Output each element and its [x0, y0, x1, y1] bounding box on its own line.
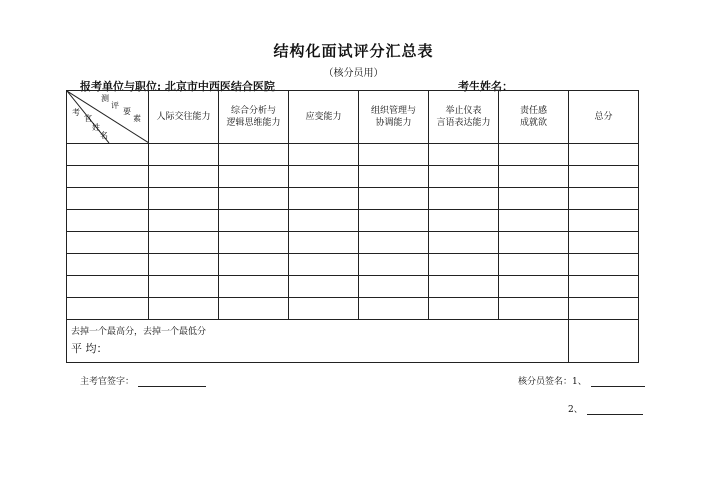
score-cell[interactable] — [149, 188, 219, 210]
total-cell[interactable] — [569, 254, 639, 276]
total-cell[interactable] — [569, 276, 639, 298]
score-cell[interactable] — [289, 232, 359, 254]
average-row — [67, 320, 639, 363]
corner-top-char-4: 素 — [133, 114, 141, 123]
score-cell[interactable] — [429, 298, 499, 320]
score-cell[interactable] — [359, 144, 429, 166]
corner-left-char-1: 考 — [72, 108, 80, 117]
header-total-score: 总分 — [569, 91, 639, 144]
score-cell[interactable] — [149, 144, 219, 166]
chief-examiner-label: 主考官签字： — [80, 377, 135, 387]
score-cell[interactable] — [219, 254, 289, 276]
table-row — [67, 276, 639, 298]
checker-signature-line-1[interactable] — [591, 376, 645, 387]
score-cell[interactable] — [219, 188, 289, 210]
unit-position-label: 报考单位与职位: 北京市中西医结合医院 — [80, 80, 275, 93]
table-row — [67, 298, 639, 320]
header-adaptability: 应变能力 — [289, 91, 359, 144]
score-cell[interactable] — [219, 298, 289, 320]
score-cell[interactable] — [359, 210, 429, 232]
score-cell[interactable] — [219, 276, 289, 298]
score-cell[interactable] — [219, 232, 289, 254]
score-cell[interactable] — [289, 254, 359, 276]
drop-high-low-note: 去掉一个最高分，去掉一个最低分 — [71, 327, 207, 337]
total-cell[interactable] — [569, 210, 639, 232]
total-cell[interactable] — [569, 144, 639, 166]
checker-signature-1 — [518, 374, 645, 387]
score-cell[interactable] — [429, 188, 499, 210]
examiner-name-cell[interactable] — [67, 188, 149, 210]
score-cell[interactable] — [499, 210, 569, 232]
chief-examiner-signature — [80, 374, 206, 387]
total-cell[interactable] — [569, 188, 639, 210]
score-cell[interactable] — [429, 166, 499, 188]
table-row — [67, 232, 639, 254]
average-label: 平 均： — [71, 342, 108, 355]
checker-label-1: 核分员签名：1、 — [518, 377, 587, 387]
table-row — [67, 166, 639, 188]
total-cell[interactable] — [569, 298, 639, 320]
score-cell[interactable] — [359, 188, 429, 210]
score-cell[interactable] — [499, 144, 569, 166]
page-subtitle: （核分员用） — [323, 68, 384, 79]
score-cell[interactable] — [429, 144, 499, 166]
score-cell[interactable] — [219, 166, 289, 188]
score-cell[interactable] — [149, 276, 219, 298]
score-cell[interactable] — [429, 254, 499, 276]
corner-left-char-2: 官 — [84, 114, 92, 123]
score-cell[interactable] — [289, 144, 359, 166]
score-cell[interactable] — [499, 188, 569, 210]
table-row — [67, 254, 639, 276]
corner-top-char-3: 要 — [123, 107, 131, 116]
corner-left-char-3: 姓 — [92, 123, 100, 132]
score-cell[interactable] — [289, 298, 359, 320]
score-cell[interactable] — [499, 166, 569, 188]
average-value-cell[interactable] — [569, 320, 639, 363]
score-cell[interactable] — [499, 232, 569, 254]
examiner-name-cell[interactable] — [67, 166, 149, 188]
score-cell[interactable] — [359, 232, 429, 254]
score-cell[interactable] — [219, 144, 289, 166]
score-summary-table — [66, 90, 639, 363]
table-row — [67, 188, 639, 210]
score-cell[interactable] — [359, 298, 429, 320]
diagonal-corner-cell — [67, 91, 149, 144]
score-cell[interactable] — [149, 210, 219, 232]
score-cell[interactable] — [499, 254, 569, 276]
score-cell[interactable] — [149, 254, 219, 276]
table-header-row — [67, 91, 639, 144]
checker-label-2: 2、 — [568, 405, 583, 415]
score-cell[interactable] — [289, 166, 359, 188]
score-cell[interactable] — [149, 298, 219, 320]
score-cell[interactable] — [149, 166, 219, 188]
header-demeanor-expression: 举止仪表 言语表达能力 — [429, 91, 499, 144]
header-analysis-logic: 综合分析与 逻辑思维能力 — [219, 91, 289, 144]
table-row — [67, 210, 639, 232]
score-cell[interactable] — [499, 276, 569, 298]
examiner-name-cell[interactable] — [67, 298, 149, 320]
header-interpersonal: 人际交往能力 — [149, 91, 219, 144]
score-cell[interactable] — [289, 276, 359, 298]
table-row — [67, 144, 639, 166]
examiner-name-cell[interactable] — [67, 210, 149, 232]
examiner-name-cell[interactable] — [67, 232, 149, 254]
score-cell[interactable] — [359, 166, 429, 188]
checker-signature-line-2[interactable] — [587, 404, 643, 415]
average-note-cell — [67, 320, 569, 363]
candidate-name-label: 考生姓名： — [458, 80, 513, 93]
chief-examiner-signature-line[interactable] — [138, 376, 206, 387]
score-cell[interactable] — [289, 210, 359, 232]
corner-left-char-4: 名 — [100, 131, 108, 140]
score-cell[interactable] — [359, 276, 429, 298]
score-cell[interactable] — [149, 232, 219, 254]
score-cell[interactable] — [359, 254, 429, 276]
header-organization: 组织管理与 协调能力 — [359, 91, 429, 144]
examiner-name-cell[interactable] — [67, 276, 149, 298]
page-title: 结构化面试评分汇总表 — [273, 42, 434, 60]
score-cell[interactable] — [429, 232, 499, 254]
examiner-name-cell[interactable] — [67, 254, 149, 276]
score-cell[interactable] — [219, 210, 289, 232]
checker-signature-2 — [568, 402, 643, 415]
total-cell[interactable] — [569, 232, 639, 254]
corner-top-char-2: 评 — [111, 101, 119, 110]
examiner-name-cell[interactable] — [67, 144, 149, 166]
header-responsibility: 责任感 成就欲 — [499, 91, 569, 144]
corner-top-char-1: 测 — [101, 94, 109, 103]
score-cell[interactable] — [499, 298, 569, 320]
score-cell[interactable] — [289, 188, 359, 210]
score-cell[interactable] — [429, 276, 499, 298]
total-cell[interactable] — [569, 166, 639, 188]
score-cell[interactable] — [429, 210, 499, 232]
